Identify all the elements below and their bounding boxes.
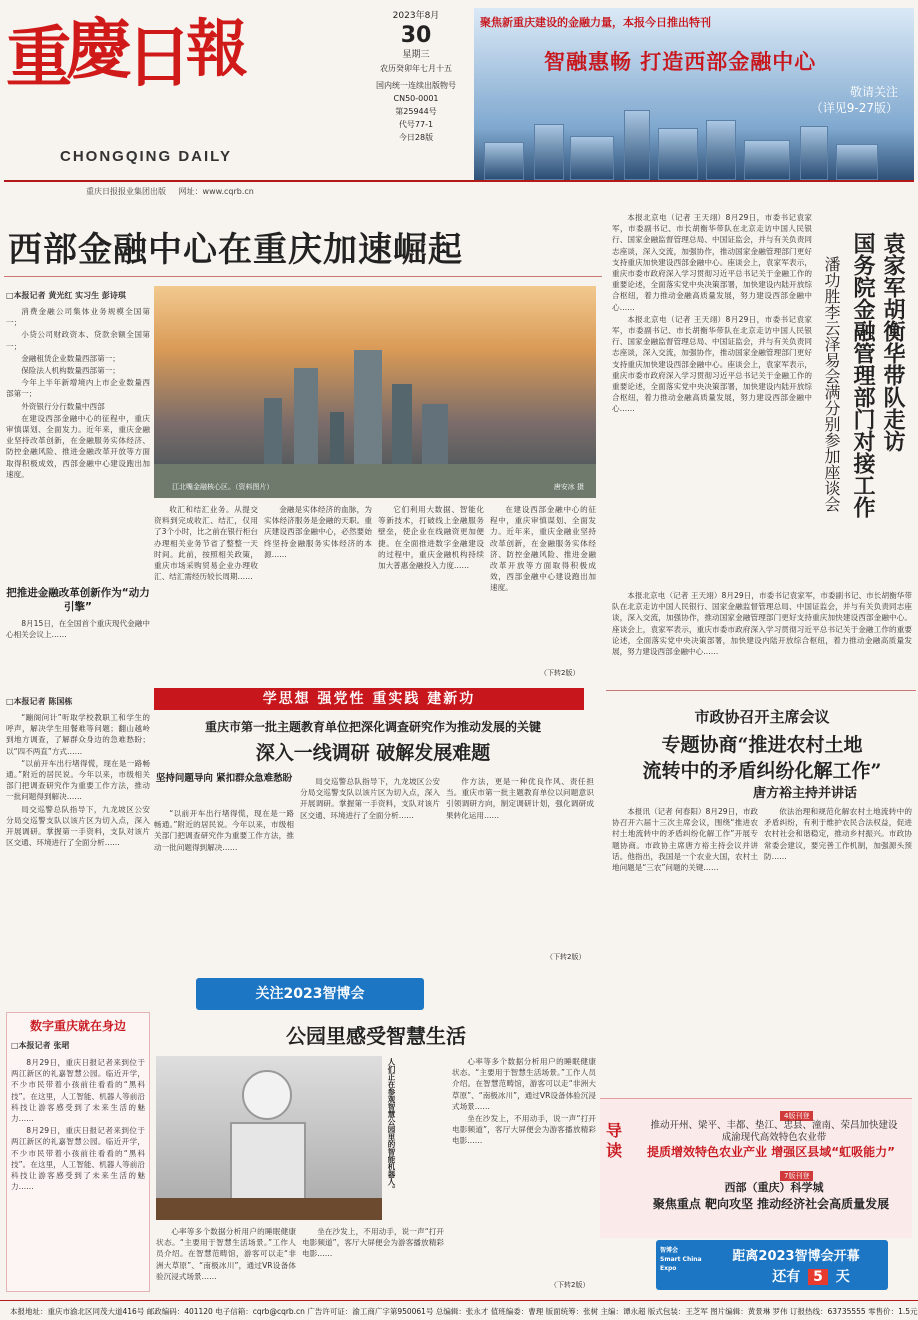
expo-photo-caption: 人们正在参观智慧公园里的智能机器人。	[387, 1058, 396, 1193]
website-link[interactable]: www.cqrb.cn	[202, 187, 254, 196]
cppcc-kicker: 市政协召开主席会议	[694, 708, 830, 726]
building-shape	[570, 136, 614, 180]
digital-text: 8月29日，重庆日报记者来到位于两江新区的礼嘉智慧公园。临近开学，不少市民带着小孩前往看看的“黑科技”。在这里，人工智能、机器人等前沿科技让游客感受到了未来生活的魅力…… 8月29日，重庆日报记者来到位于两江新区的礼嘉智慧公园。临近开学，不少市民带着小孩前往看看的“黑科技”。在这里，人工智能、机器人等前沿科技让游客感受到了未来生活的魅力……	[11, 1058, 145, 1192]
side-title-left: 国务院金融管理部门对接工作	[850, 232, 876, 518]
building-shape	[624, 110, 650, 180]
expo-continued[interactable]: （下转2版）	[550, 1281, 590, 1289]
building-shape	[800, 126, 828, 180]
expo-headline: 公园里感受智慧生活	[286, 1024, 466, 1048]
theme-strip: 学思想 强党性 重实践 建新功	[154, 688, 584, 710]
divider	[606, 690, 916, 691]
expo-photo	[156, 1056, 382, 1220]
banner-slogan: 智融惠畅 打造西部金融中心	[544, 50, 817, 74]
building-shape	[534, 124, 564, 180]
building-shape	[392, 384, 412, 468]
side-title-right: 袁家军胡衡华带队走访	[880, 232, 906, 452]
expo-col1: 心率等多个数据分析用户的睡眠健康状态。“主要用于智慧生活场景。”工作人员介绍。在智慧范畴馆，游客可以走“非洲大草原”、“南极冰川”，通过VR设备体验沉浸式场景……	[156, 1227, 296, 1281]
building-shape	[264, 398, 282, 468]
banner-watch: 敬请关注 （详见9-27版）	[810, 85, 898, 115]
lead-photo-caption: 江北嘴金融核心区。（资料图片）	[172, 483, 274, 491]
cppcc-headline-2: 流转中的矛盾纠纷化解工作”	[642, 760, 882, 782]
building-shape	[836, 144, 878, 180]
cppcc-col1: 本报讯（记者 何春阳）8月29日，市政协召开六届十三次主席会议，围绕“推进农村土地流转中的矛盾纠纷化解工作”开展专题协商。市政协主席唐方裕主持会议并讲话。他指出，我国是一个农业大国，农村土地问题是“三农”问题的关键……	[612, 807, 758, 873]
lead-headline: 西部金融中心在重庆加速崛起	[8, 230, 463, 270]
countdown-text: 距离2023智博会开幕	[732, 1249, 860, 1264]
guide-item1-headline[interactable]: 提质增效特色农业产业 增强区县域“虹吸能力”	[647, 1145, 895, 1159]
research-kicker: 重庆市第一批主题教育单位把深化调查研究作为推动发展的关键	[204, 720, 541, 734]
digital-box	[6, 1012, 150, 1292]
expo-col2: 坐在沙发上，不用动手，说一声“打开电影频道”，客厅大屏便会为游客播放精彩电影……	[302, 1227, 444, 1259]
lead-col2: 收汇和结汇业务。从提交资料到完成收汇、结汇，仅用了3个小时，比之前在银行柜台办理相关业务节省了整整一天时间。此前，按照相关政策，重庆市场采购贸易企业办理收汇、结汇需经历较长周期……	[154, 505, 258, 582]
lead-intro: 消费金融公司集体业务规模全国第一； 小贷公司财政资本、贷款余额全国第一； 金融租赁企业数量西部第一； 保险法人机构数量西部第一； 今年上半年新增境内上市企业数量西部第一； 外资银行分行数量中西部 在建设西部金融中心的征程中，重庆审慎谋划、全面发力。近年来，重庆金融业坚持改革创新，在金融服务实体经济、防控金融风险、推进金融改革开放等方面取得积极成效，西部金融中心建设跑出加速度。	[6, 307, 150, 479]
side-subtitle: 潘功胜李云泽易会满分别参加座谈会	[822, 256, 841, 512]
date-day: 30	[400, 23, 432, 48]
research-col3: 局交巡警总队指导下，九龙坡区公安分局交巡警支队以该片区为切入点，深入开展调研。掌握第一手资料，支队对该片区交通、环境进行了全面分析……	[300, 777, 440, 820]
guide-tag-2: 7版刊登	[780, 1163, 813, 1182]
river-shape	[154, 464, 596, 498]
logo-char-2: 慶	[66, 10, 132, 88]
cppcc-subtitle: 唐方裕主持并讲话	[752, 786, 857, 801]
research-col4: 作方法，更是一种优良作风、责任担当。重庆市第一批主题教育单位以问题意识引领调研方向，制定调研计划，强化调研成果转化运用……	[446, 777, 594, 820]
logo-char-4: 報	[186, 12, 249, 85]
robot-head-shape	[242, 1070, 292, 1120]
guide-item2-line1: 西部（重庆）科学城	[724, 1181, 824, 1194]
building-shape	[354, 350, 382, 468]
guide-tag-1: 4版刊登	[780, 1103, 813, 1122]
expo-countdown[interactable]	[656, 1240, 888, 1290]
banner-top-line: 聚焦新重庆建设的金融力量，本报今日推出特刊	[480, 16, 711, 29]
masthead-logo	[4, 6, 252, 138]
cppcc-headline-1: 专题协商“推进农村土地	[661, 734, 863, 756]
building-shape	[484, 142, 524, 180]
building-shape	[706, 120, 736, 180]
logo-pinyin: CHONGQING DAILY	[60, 148, 232, 165]
building-shape	[744, 140, 790, 180]
cppcc-col2: 依法治理和规范化解农村土地流转中的矛盾纠纷，有利于维护农民合法权益，促进农村社会和谐稳定，推动乡村振兴。市政协常委会建议，要完善工作机制，加强源头预防……	[764, 807, 912, 861]
guide-item1-line2: 成渝现代高效特色农业带	[721, 1132, 827, 1143]
digital-box-title: 数字重庆就在身边	[29, 1019, 126, 1033]
footer-line: 本报地址：重庆市渝北区同茂大道416号 邮政编码：401120 电子信箱：cqrb@cqrb.cn 广告许可证：渝工商广字第950061号 总编辑：张永才 值班编委：曹理 版面统筹：张树 主编：谭永超 版式包装：王芝军 图片编辑：黄景琳 罗伟 订报热线：63735555 零售价：1.5元	[0, 1300, 918, 1320]
table-shape	[156, 1198, 382, 1220]
research-subhead: 坚持问题导向 紧扣群众急难愁盼	[155, 773, 293, 784]
lead-byline: □本报记者 黄光红 实习生 彭诗琪	[6, 291, 126, 300]
guide-label: 导读	[606, 1121, 623, 1160]
research-byline: □本报记者 陈国栋	[6, 697, 73, 706]
expo-promo[interactable]: 关注2023智博会	[196, 978, 424, 1010]
lead-photo-credit: 唐安冰 摄	[553, 483, 584, 491]
countdown-days: 5	[808, 1269, 828, 1285]
lead-col5: 在建设西部金融中心的征程中，重庆审慎谋划、全面发力。近年来，重庆金融业坚持改革创新，在金融服务实体经济、防控金融风险、推进金融改革开放等方面取得积极成效，西部金融中心建设跑出加速度。	[490, 505, 596, 593]
building-shape	[330, 412, 344, 468]
building-shape	[422, 404, 448, 468]
side-col1: 本报北京电（记者 王天翊）8月29日，市委书记袁家军，市委副书记、市长胡衡华带队在北京走访中国人民银行、国家金融监督管理总局、中国证监会，并与有关负责同志座谈，深入交流，加强协作，推动国家金融管理部门更好支持重庆加快建设西部金融中心。座谈会上，袁家军表示，重庆市委市政府深入学习贯彻习近平总书记关于金融工作的重要论述，全面落实党中央决策部署，加快建设内陆开放综合枢纽，着力推动金融高质量发展，努力建设西部金融中心…… 本报北京电（记者 王天翊）8月29日，市委书记袁家军，市委副书记、市长胡衡华带队在北京走访中国人民银行、国家金融监督管理总局、中国证监会，并与有关负责同志座谈，深入交流，加强协作，推动国家金融管理部门更好支持重庆加快建设西部金融中心。座谈会上，袁家军表示，重庆市委市政府深入学习贯彻习近平总书记关于金融工作的重要论述，全面落实党中央决策部署，加快建设内陆开放综合枢纽，着力推动金融高质量发展，努力建设西部金融中心……	[612, 213, 812, 414]
publisher-line: 重庆日报报业集团出版 网址：www.cqrb.cn	[86, 187, 254, 196]
research-col1: “蹦阁问计”听取学校教职工和学生的呼声，解决学生用餐难等问题；翻山越岭到地方调查，了解群众身边的急难愁盼；以“四不两直”方式…… “以前开车出行堵得慌，现在是一路畅通。”附近的居民说。今年以来，市级相关部门把调查研究作为重要工作方法，推动一批问题得到解决…… 局交巡警总队指导下，九龙坡区公安分局交巡警支队以该片区为切入点，深入开展调研。掌握第一手资料，支队对该片区交通、环境进行了全面分析……	[6, 713, 150, 848]
lead-section-title: 把推进金融改革创新作为“动力引擎”	[6, 587, 150, 613]
building-shape	[294, 368, 318, 468]
guide-item2-headline[interactable]: 聚焦重点 靶向攻坚 推动经济社会高质量发展	[652, 1197, 890, 1211]
research-col2: “以前开车出行堵得慌，现在是一路畅通。”附近的居民说。今年以来，市级相关部门把调查研究作为重要工作方法，推动一批问题得到解决……	[154, 809, 294, 852]
divider	[4, 276, 602, 277]
expo-logo: 智博会 Smart China Expo	[660, 1247, 702, 1272]
lead-col4: 它们利用大数据、智能化等新技术，打破线上金融服务壁垒，使企业在线融资更加便捷。在全面推进数字金融建设的过程中，重庆金融机构持续加大普惠金融投入力度……	[378, 505, 484, 571]
countdown-remaining: 还有 5 天	[772, 1269, 850, 1285]
guide-item1-line1: 推动开州、梁平、丰都、垫江、忠县、潼南、荣昌加快建设	[650, 1120, 898, 1131]
building-shape	[658, 128, 698, 180]
masthead-rule	[4, 180, 914, 182]
side-col2: 本报北京电（记者 王天翊）8月29日，市委书记袁家军，市委副书记、市长胡衡华带队在北京走访中国人民银行、国家金融监督管理总局、中国证监会，并与有关负责同志座谈，深入交流，加强协作，推动国家金融管理部门更好支持重庆加快建设西部金融中心。座谈会上，袁家军表示，重庆市委市政府深入学习贯彻习近平总书记关于金融工作的重要论述，全面落实党中央决策部署，加快建设内陆开放综合枢纽，着力推动金融高质量发展，努力建设西部金融中心……	[612, 591, 912, 657]
logo-char-3: 日	[126, 18, 192, 96]
lead-col3: 金融是实体经济的血脉，为实体经济服务是金融的天职。重庆建设西部金融中心，必然要始终坚持金融服务实体经济的本源……	[264, 505, 372, 559]
research-continued[interactable]: （下转2版）	[546, 953, 586, 961]
promo-banner[interactable]	[474, 8, 914, 180]
expo-col3: 心率等多个数据分析用户的睡眠健康状态。“主要用于智慧生活场景。”工作人员介绍。在智慧范畴馆，游客可以走“非洲大草原”、“南极冰川”，通过VR设备体验沉浸式场景…… 坐在沙发上，不用动手，说一声“打开电影频道”，客厅大屏便会为游客播放精彩电影……	[452, 1057, 596, 1146]
logo-char-1: 重	[6, 18, 72, 96]
lead-continued[interactable]: （下转2版）	[540, 669, 580, 677]
digital-byline: □本报记者 张珺	[11, 1041, 70, 1050]
lead-photo	[154, 286, 596, 498]
guide-box	[600, 1098, 912, 1238]
lead-col1b: 8月15日，在全国首个重庆现代金融中心相关会议上……	[6, 619, 150, 640]
research-headline: 深入一线调研 破解发展难题	[255, 742, 491, 764]
robot-body-shape	[230, 1122, 306, 1202]
date-box: 2023年8月 30 星期三 农历癸卯年七月十五 国内统一连续出版物号 CN50-0001 第25944号 代号77-1 今日28版	[362, 10, 470, 144]
